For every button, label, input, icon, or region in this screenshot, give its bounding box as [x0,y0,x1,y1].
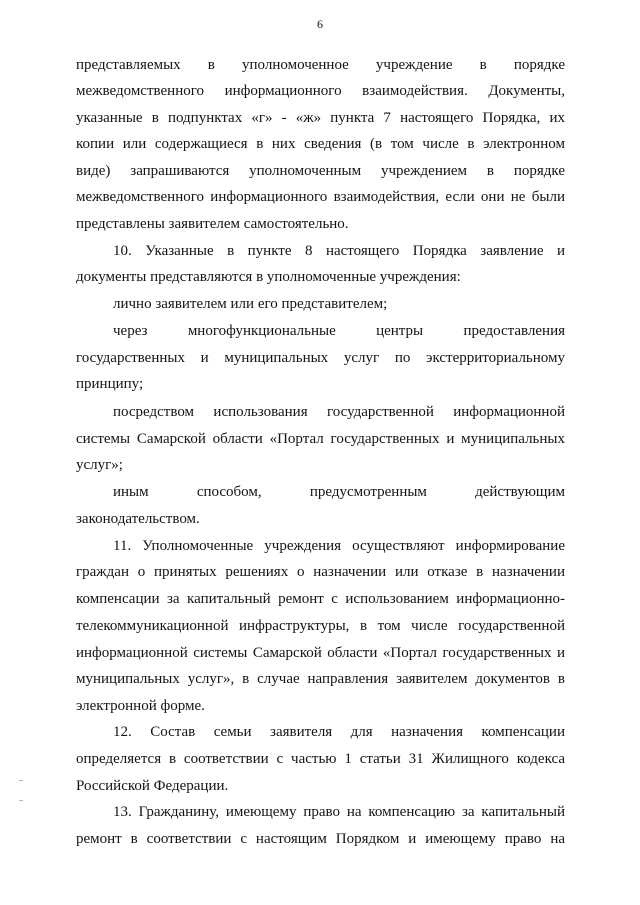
scan-artifact [19,800,23,801]
text-line: граждан о принятых решениях о назначении или отказе в назначении [76,564,565,580]
text-line: Российской Федерации. [76,778,229,794]
text-line: виде) запрашиваются уполномоченным учреждением в порядке [76,163,565,179]
text-line: межведомственного информационного взаимодействия. Документы, [76,83,565,99]
text-line: телекоммуникационной инфраструктуры, в том числе государственной [76,618,565,634]
text-line: принципу; [76,376,144,392]
text-line: определяется в соответствии с частью 1 статьи 31 Жилищного кодекса [76,751,565,767]
paragraph-first-line: 11. Уполномоченные учреждения осуществляют информирование [113,538,565,554]
list-item: через многофункциональные центры предоставления [113,323,565,339]
list-item: лично заявителем или его представителем; [113,296,388,312]
text-line: электронной форме. [76,698,205,714]
text-line: услуг»; [76,457,123,473]
text-line: документы представляются в уполномоченные учреждения: [76,269,461,285]
paragraph-first-line: 12. Состав семьи заявителя для назначения компенсации [113,724,565,740]
text-line: копии или содержащиеся в них сведения (в том числе в электронном [76,136,565,152]
page-number: 6 [317,17,323,31]
text-line: государственных и муниципальных услуг по экстерриториальному [76,350,565,366]
text-line: межведомственного информационного взаимодействия, если они не были [76,189,565,205]
paragraph-first-line: 13. Гражданину, имеющему право на компенсацию за капитальный [113,804,565,820]
text-line: информационной системы Самарской области «Портал государственных и [76,645,565,661]
text-line: системы Самарской области «Портал государственных и муниципальных [76,431,565,447]
text-line: представлены заявителем самостоятельно. [76,216,349,232]
text-line: ремонт в соответствии с настоящим Порядком и имеющему право на [76,831,565,847]
paragraph-first-line: 10. Указанные в пункте 8 настоящего Порядка заявление и [113,243,565,259]
text-line: муниципальных услуг», в случае направления заявителем документов в [76,671,565,687]
text-line: указанные в подпунктах «г» - «ж» пункта 7 настоящего Порядка, их [76,110,565,126]
scan-artifact [19,780,23,781]
text-line: компенсации за капитальный ремонт с использованием информационно- [76,591,565,607]
list-item: иным способом, предусмотренным действующим [113,484,565,500]
list-item: посредством использования государственной информационной [113,404,565,420]
text-line: представляемых в уполномоченное учреждение в порядке [76,57,565,73]
text-line: законодательством. [76,511,200,527]
